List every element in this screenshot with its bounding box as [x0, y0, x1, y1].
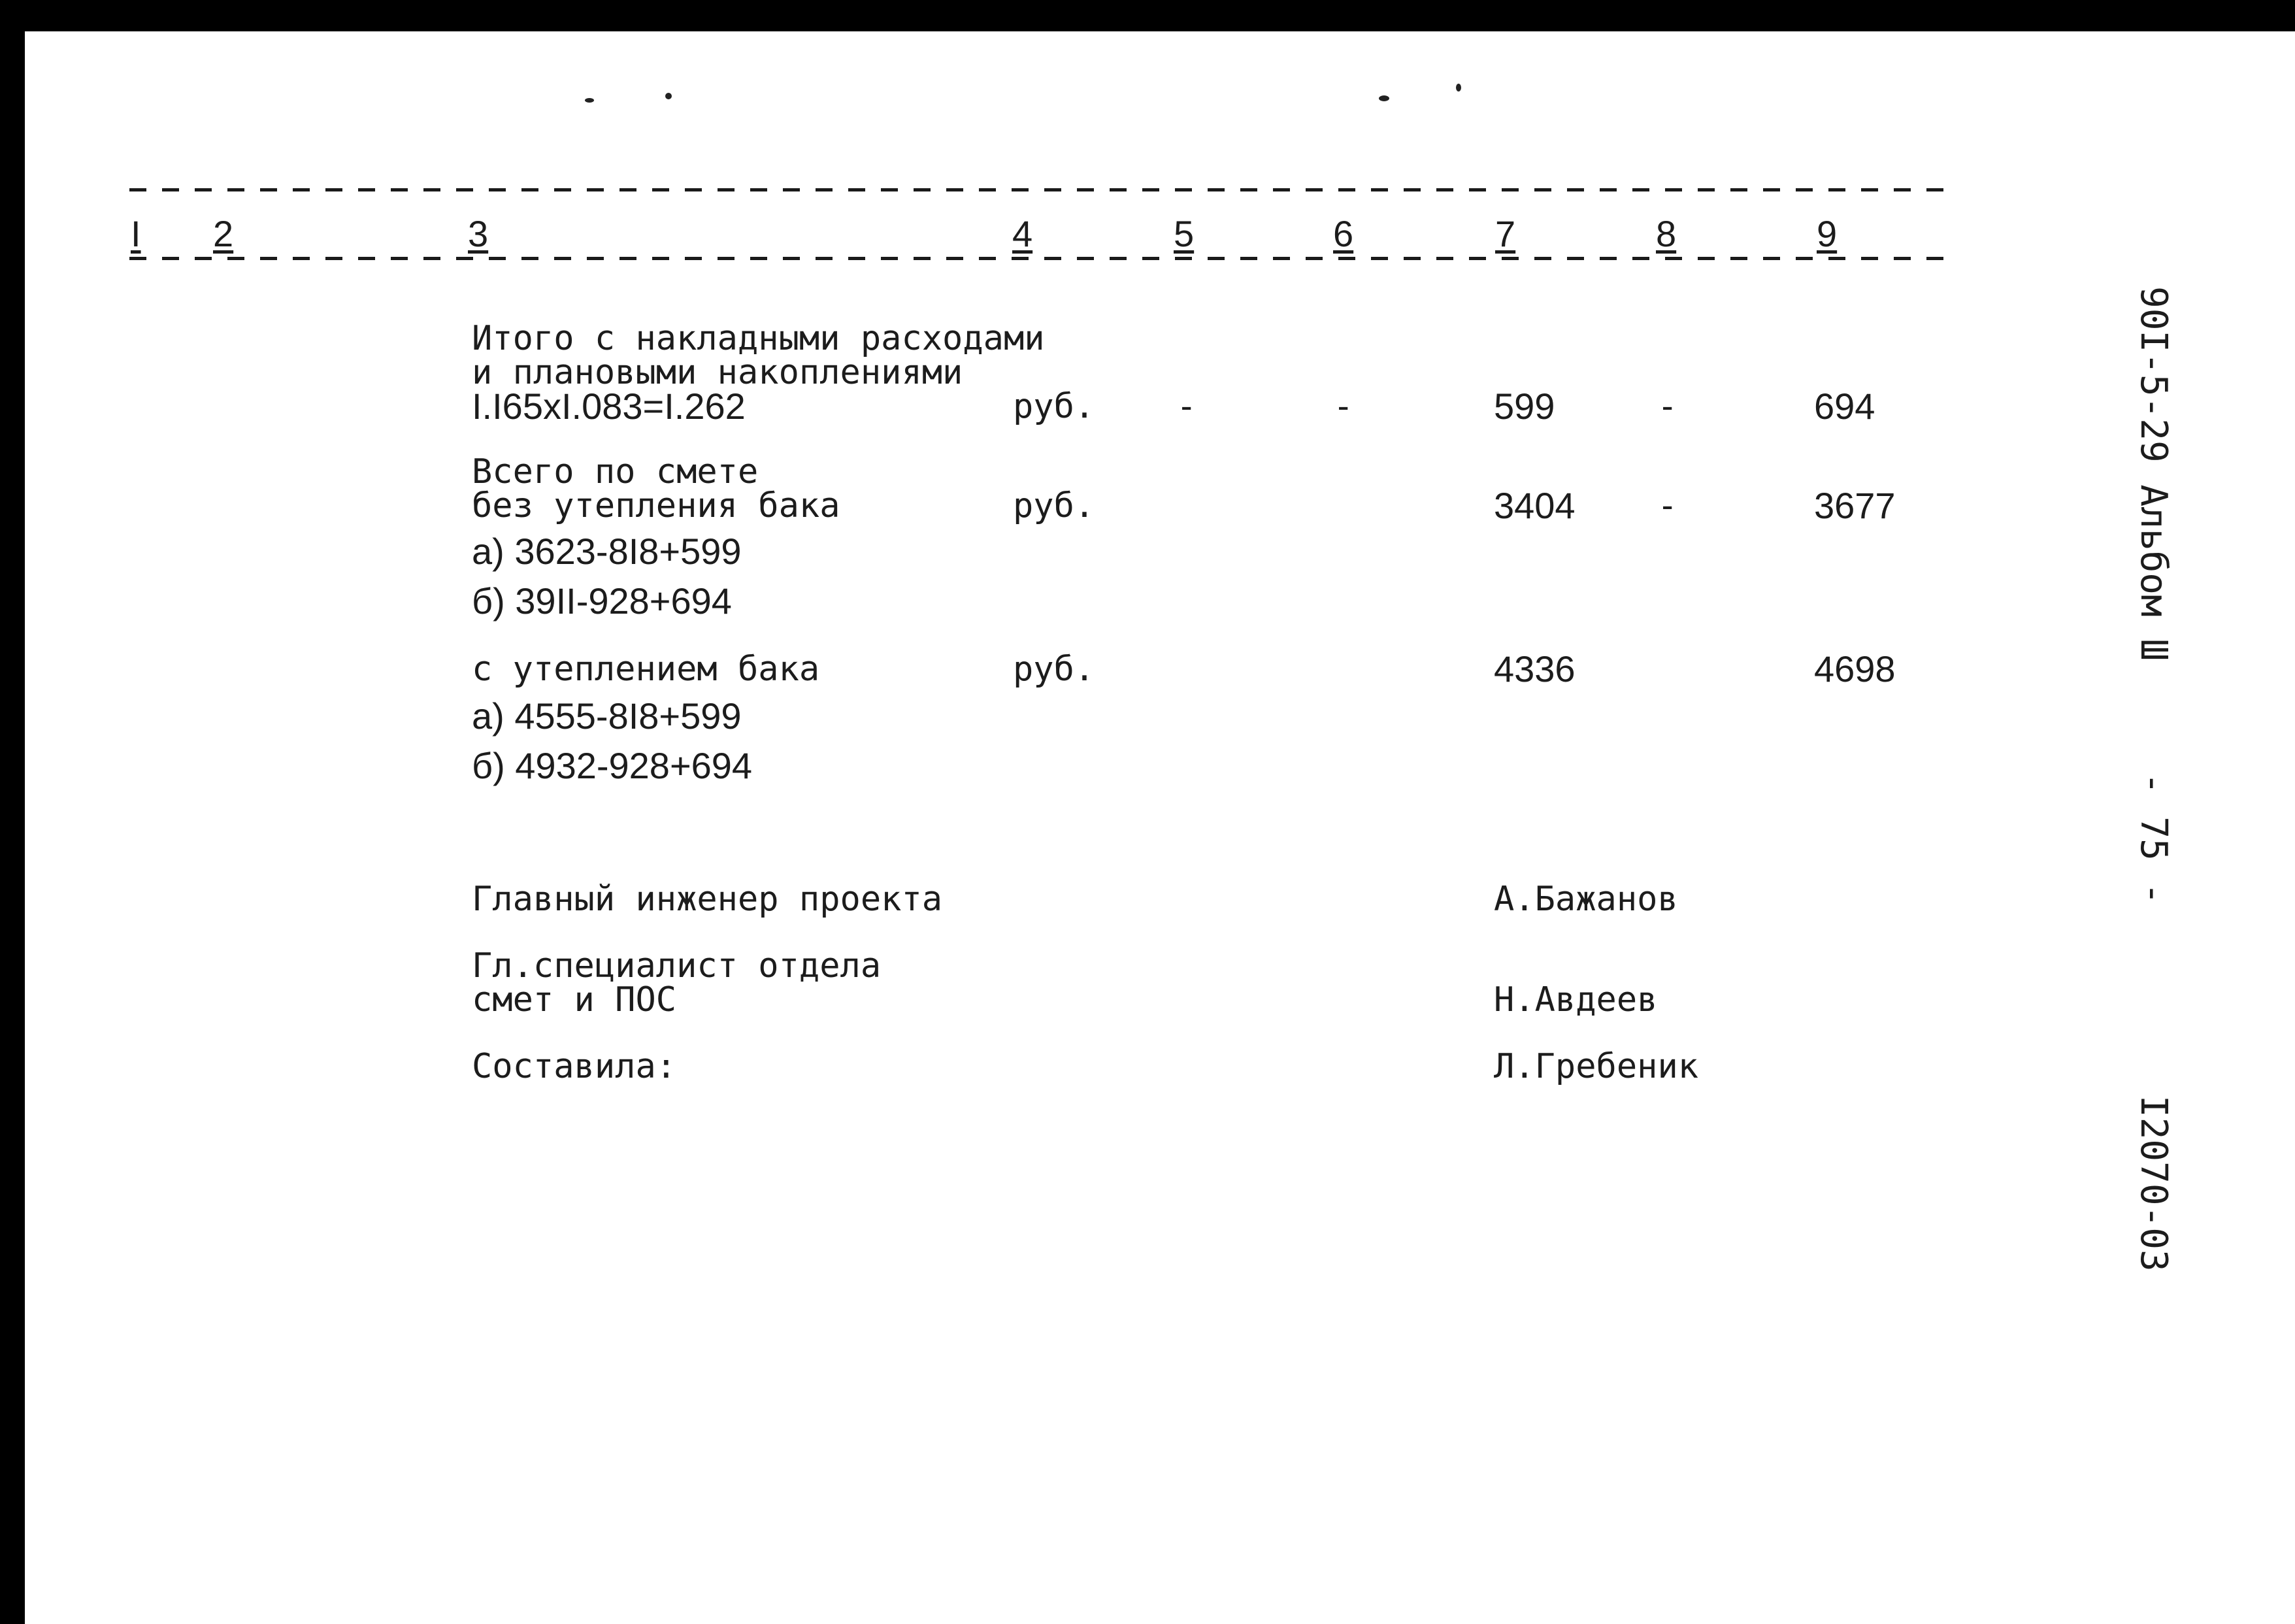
page-number: - 75 -	[2132, 772, 2175, 905]
document-code: I2070-03	[2132, 1095, 2175, 1272]
calc-b: б) 4932-928+694	[472, 745, 753, 786]
column-number: 2	[210, 214, 236, 254]
series-stamp: 90I-5-29 Альбом Ш	[2132, 286, 2175, 661]
signatory-role: смет и ПОС	[472, 980, 677, 1019]
scan-speck	[585, 98, 594, 103]
calc-a: а) 4555-8I8+599	[472, 695, 742, 737]
column-number: 3	[465, 214, 491, 254]
row-label: Всего по смете	[472, 452, 759, 491]
row-label: без утепления бака	[472, 486, 840, 525]
row-label: с утеплением бака	[472, 650, 820, 689]
column-number: 4	[1010, 214, 1035, 254]
calc-a: а) 3623-8I8+599	[472, 531, 742, 572]
col9-cell: 694	[1814, 386, 1875, 427]
col8-cell: -	[1657, 486, 1678, 525]
column-number: 7	[1493, 214, 1518, 254]
col6-cell: -	[1333, 387, 1354, 426]
column-number: 6	[1330, 214, 1356, 254]
column-number: 8	[1653, 214, 1679, 254]
unit-cell: руб.	[1013, 387, 1095, 426]
column-number-rule	[129, 257, 1959, 260]
row-formula: I.I65xI.083=I.262	[472, 386, 746, 427]
scan-speck	[1456, 84, 1461, 91]
calc-b: б) 39II-928+694	[472, 580, 732, 621]
unit-cell: руб.	[1013, 650, 1095, 689]
signatory-name: Н.Авдеев	[1494, 980, 1658, 1019]
scan-border-top	[0, 0, 2295, 31]
scan-border-left	[0, 0, 25, 1624]
col7-cell: 599	[1494, 386, 1555, 427]
column-number: I	[128, 214, 144, 254]
col8-cell: -	[1657, 387, 1678, 426]
row-label: и плановыми накоплениями	[472, 353, 963, 392]
scan-speck	[1379, 95, 1389, 101]
signatory-name: Л.Гребеник	[1494, 1047, 1699, 1086]
signatory-name: А.Бажанов	[1494, 880, 1678, 919]
unit-cell: руб.	[1013, 486, 1095, 525]
col5-cell: -	[1176, 387, 1197, 426]
column-number: 9	[1814, 214, 1840, 254]
col9-cell: 4698	[1814, 648, 1896, 689]
column-number: 5	[1171, 214, 1197, 254]
scan-speck	[665, 93, 672, 99]
col7-cell: 4336	[1494, 648, 1576, 689]
table-top-rule	[129, 188, 1959, 191]
row-label: Итого с накладными расходами	[472, 319, 1045, 358]
signatory-role: Составила:	[472, 1047, 677, 1086]
signatory-role: Гл.специалист отдела	[472, 946, 882, 986]
col7-cell: 3404	[1494, 485, 1576, 526]
signatory-role: Главный инженер проекта	[472, 880, 943, 919]
col9-cell: 3677	[1814, 485, 1896, 526]
